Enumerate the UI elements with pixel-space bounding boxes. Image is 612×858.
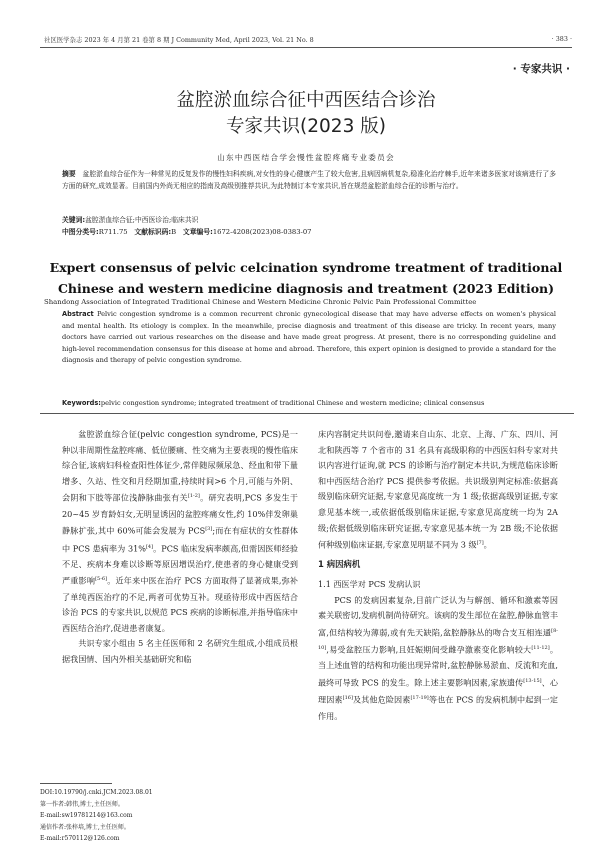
left-column: [62, 427, 298, 668]
english-abstract-label: Abstract: [62, 310, 94, 318]
english-author: Shandong Association of Integrated Traditional Chinese and Western Medicine Chronic Pelvic Pain Professional Committee: [44, 298, 477, 306]
chinese-title: [0, 88, 612, 140]
header-rule: [40, 47, 572, 48]
english-keywords: [62, 398, 556, 410]
section-heading-etiology: 1 病因病机: [318, 559, 361, 570]
citation: [17-19]: [410, 695, 429, 702]
chinese-keywords: [62, 215, 556, 227]
citation: [13-15]: [523, 677, 542, 684]
citation: [1-2]: [187, 493, 200, 500]
consensus-method-paragraph: 床内容制定共识问卷,邀请来自山东、北京、上海、广东、四川、河北和陕西等 7 个省市的 31 名具有高级职称的中西医妇科专家对共识内容进行证询,就 PCS 的诊断与治疗制定本共识,为规范临床诊断和中西医结合治疗 PCS 提供参考依据。共识级别判定标准:依据高级别临床研究证据,专家意见高度统一为 1 级;依据高级别证据,专家意见基本统一,或依据低级别临床证据,专家意见高度统一均为 2A 级;依据低级别临床研究证据,专家意见基本统一为 2B 级;不论依据何种级别临床证据,专家意见明显不同为 3 级[7]。: [318, 429, 558, 550]
citation: [11-12]: [531, 645, 550, 652]
method-paragraph: 共识专家小组由 5 名主任医师和 2 名研究生组成,小组成员根据我国情、国内外相关基础研究和临: [62, 638, 298, 665]
citation: [5-6]: [95, 576, 108, 583]
section-tag: · 专家共识 ·: [512, 63, 570, 75]
doc-code-value: B: [171, 228, 177, 236]
article-id-value: 1672-4208(2023)08-0383-07: [212, 228, 312, 236]
running-header-page-number: · 383 ·: [551, 35, 572, 43]
english-keywords-label: Keywords:: [62, 399, 101, 407]
english-title-line2: Chinese and western medicine diagnosis and treatment (2023 Edition): [57, 280, 555, 296]
chinese-abstract: [62, 169, 556, 192]
etiology-paragraph: PCS 的发病因素复杂,目前广泛认为与解剖、循环和激素等因素关联密切,发病机制尚待研究。该病的发生部位在盆腔,静脉血管丰富,但结构较为薄弱,或有先天缺陷,盆腔静脉丛的吻合支互相连通[8-10],易受盆腔压力影响,且妊娠期间受雌孕激素变化影响较大[11-12]。当上述血管的结构和功能出现异常时,盆腔静脉易淤血、反流和充血,最终可导致 PCS 的发生。除上述主要影响因素,家族遗传[13-15]、心理因素[16]及其他危险因素[17-19]等也在 PCS 的发病机制中起到一定作用。: [318, 594, 558, 721]
english-title: [0, 258, 612, 299]
citation: [3]: [205, 526, 213, 533]
abstract-separator: [40, 413, 574, 414]
chinese-keywords-label: 关键词:: [62, 216, 86, 224]
footnote-corresponding-author: 通信作者:张梓培,博士,主任医师。: [40, 823, 130, 831]
running-header-journal: 社区医学杂志 2023 年 4 月第 21 卷第 8 期 J Community Med, April 2023, Vol. 21 No. 8: [44, 36, 314, 44]
english-abstract: [62, 309, 556, 367]
chinese-abstract-label: 摘要: [62, 170, 76, 178]
clc-label: 中图分类号:: [62, 228, 99, 236]
subsection-heading-western: 1.1 西医学对 PCS 发病认识: [318, 579, 421, 590]
chinese-author: 山东中西医结合学会慢性盆腔疼痛专业委员会: [217, 153, 395, 162]
english-title-line1: Expert consensus of pelvic celcination syndrome treatment of traditional: [49, 260, 563, 275]
article-id-label: 文章编号:: [182, 228, 213, 236]
english-keywords-text: pelvic congestion syndrome; integrated treatment of traditional Chinese and western medicine; clinical consensus: [100, 399, 485, 407]
citation: [16]: [342, 695, 353, 702]
chinese-title-line1: 盆腔淤血综合征中西医结合诊治: [176, 90, 436, 111]
intro-paragraph: 盆腔淤血综合征(pelvic congestion syndrome, PCS)是一种以非周期性盆腔疼痛、低位腰痛、性交痛为主要表现的慢性临床综合征,该病妇科检查阳性体征少,常伴随尿频尿急、经血和带下量增多、久站、性交和月经期加重,持续时间>6 个月,可能与外阴、会阴和下肢等部位浅静脉曲张有关[1-2]。研究表明,PCS 多发生于 20~45 岁育龄妇女,无明显诱因的盆腔疼痛女性,约 10%伴发卵巢静脉扩张,其中 60%可能会发展为 PCS[3];而在有症状的女性群体中 PCS 患病率为 31%[4]。PCS 临床发病率颇高,但需因医师经验不足、疾病本身难以诊断等原因增误治疗,使患者的身心健康受到严重影响[5-6]。近年来中医在治疗 PCS 方面取得了显著成果,弥补了单纯西医治疗的不足,两者可优势互补。现亟待形成中西医结合诊治 PCS 的专家共识,以规范 PCS 疾病的诊断标准,并指导临床中西医结合治疗,促进患者康复。: [62, 429, 298, 633]
footnote-rule: [40, 783, 112, 784]
chinese-abstract-text: 盆腔淤血综合征作为一种常见的反复发作的慢性妇科疾病,对女性的身心健康产生了较大危害,且病因病机复杂,稳准化治疗棘手,近年来诸多医家对该病进行了多方面的研究,成效显著。目前国内外尚无相应的指南及高级别推荐共识,为此特制订本专家共识,旨在规范盆腔淤血综合征的诊断与治疗。: [62, 170, 557, 190]
citation: [7]: [476, 540, 484, 547]
chinese-keywords-text: 盆腔淤血综合征;中西医诊治;临床共识: [85, 216, 199, 224]
footnote-corresponding-email: E-mail:r570112@126.com: [40, 835, 120, 843]
footnote-doi: DOI:10.19790/j.cnki.JCM.2023.08.01: [40, 789, 153, 796]
footnote-first-email: E-mail:sw19781214@163.com: [40, 812, 133, 820]
english-abstract-text: Pelvic congestion syndrome is a common recurrent chronic gynecological disease that may have adverse effects on women's physical and mental health. Its etiology is complex. In the meanwhile, precise diagnosis and treatment of this disease are tricky. In recent years, many doctors have carried out various researches on the disease and have made great progress. At present, there is no corresponding guideline and high-level recommendation consensus for this disease at home and abroad. Therefore, this expert opinion is designed to provide a standard for the diagnosis and therapy of pelvic congestion syndrome.: [62, 310, 556, 365]
footnote: [40, 787, 153, 845]
right-column: [318, 427, 558, 724]
footnote-first-author: 第一作者:韩伟,博士,主任医师。: [40, 800, 124, 808]
doc-code-label: 文献标识码:: [134, 228, 172, 236]
clc-value: R711.75: [98, 228, 128, 236]
chinese-title-line2: 专家共识(2023 版): [226, 116, 386, 137]
citation: [4]: [145, 543, 154, 550]
citation: [8-10]: [318, 627, 558, 652]
chinese-meta: [62, 227, 556, 239]
